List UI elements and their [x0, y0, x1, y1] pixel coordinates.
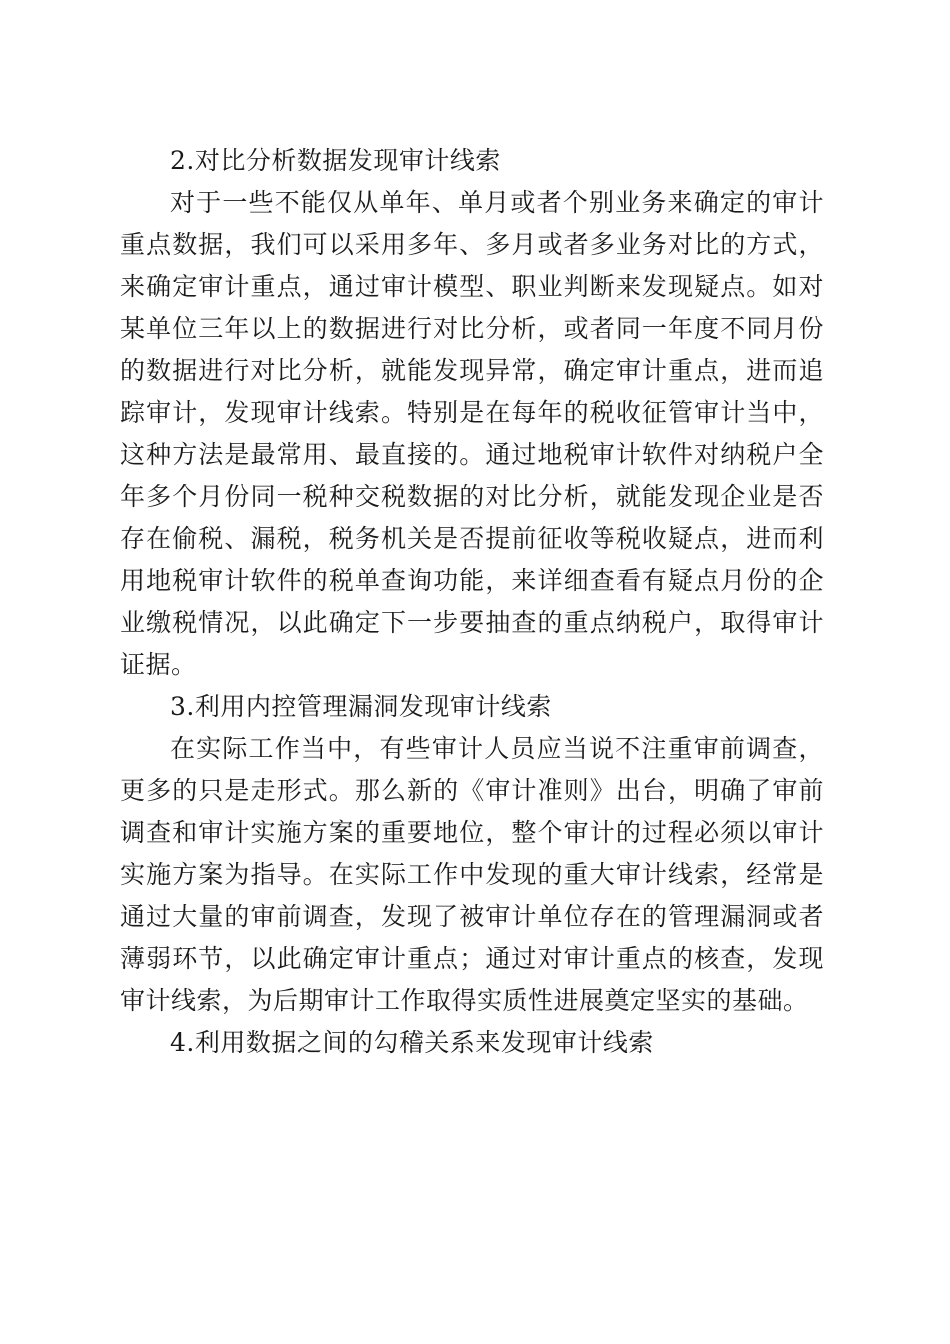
section-3-heading: 3.利用内控管理漏洞发现审计线索 [170, 692, 552, 721]
section-3-line: 在实际工作当中，有些审计人员应当说不注重审前调查， [170, 734, 824, 763]
section-2-line: 对于一些不能仅从单年、单月或者个别业务来确定的审计 [170, 188, 824, 217]
section-2-line: 某单位三年以上的数据进行对比分析，或者同一年度不同月份 [120, 314, 824, 343]
section-3-line: 审计线索，为后期审计工作取得实质性进展奠定坚实的基础。 [120, 986, 809, 1015]
section-3-line: 薄弱环节，以此确定审计重点；通过对审计重点的核查，发现 [120, 944, 824, 973]
section-2-line: 这种方法是最常用、最直接的。通过地税审计软件对纳税户全 [120, 440, 824, 469]
section-3-line: 实施方案为指导。在实际工作中发现的重大审计线索，经常是 [120, 860, 824, 889]
section-3-line: 更多的只是走形式。那么新的《审计准则》出台，明确了审前 [120, 776, 824, 805]
section-2-line: 证据。 [120, 650, 197, 679]
section-2-line: 年多个月份同一税种交税数据的对比分析，就能发现企业是否 [120, 482, 824, 511]
section-2-line: 重点数据，我们可以采用多年、多月或者多业务对比的方式， [120, 230, 824, 259]
section-4-heading: 4.利用数据之间的勾稽关系来发现审计线索 [170, 1028, 654, 1057]
section-2-line: 用地税审计软件的税单查询功能，来详细查看有疑点月份的企 [120, 566, 824, 595]
section-2-line: 的数据进行对比分析，就能发现异常，确定审计重点，进而追 [120, 356, 824, 385]
section-3-line: 调查和审计实施方案的重要地位，整个审计的过程必须以审计 [120, 818, 824, 847]
section-2-line: 业缴税情况，以此确定下一步要抽查的重点纳税户，取得审计 [120, 608, 824, 637]
document-body [120, 140, 824, 1064]
section-2-heading: 2.对比分析数据发现审计线索 [170, 146, 501, 175]
section-3-line: 通过大量的审前调查，发现了被审计单位存在的管理漏洞或者 [120, 902, 824, 931]
section-2-line: 踪审计，发现审计线索。特别是在每年的税收征管审计当中， [120, 398, 824, 427]
section-2-line: 存在偷税、漏税，税务机关是否提前征收等税收疑点，进而利 [120, 524, 824, 553]
section-2-line: 来确定审计重点，通过审计模型、职业判断来发现疑点。如对 [120, 272, 824, 301]
